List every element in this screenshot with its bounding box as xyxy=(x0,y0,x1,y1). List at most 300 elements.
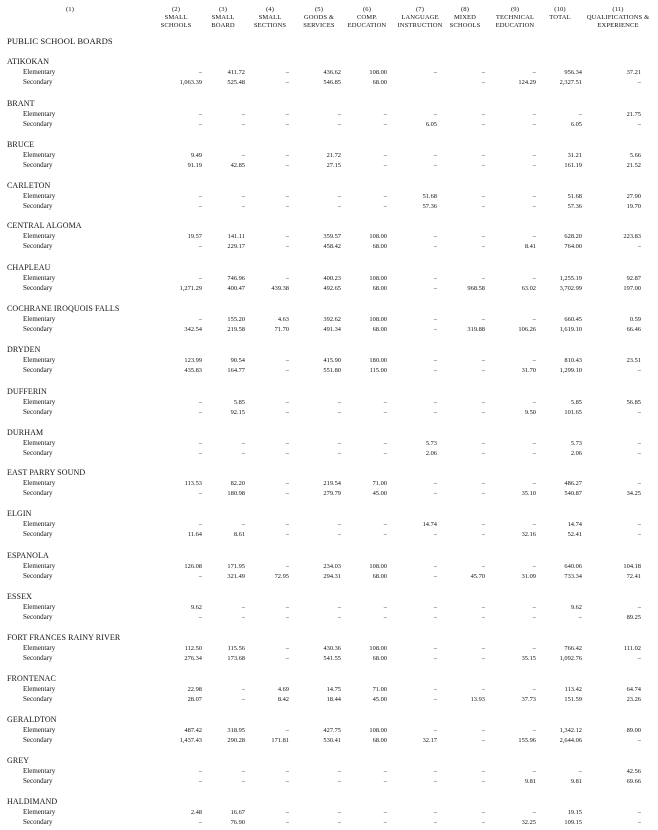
table-cell: 766.42 xyxy=(564,645,582,652)
table-cell: 68.00 xyxy=(372,285,387,292)
table-cell: – xyxy=(481,357,485,364)
table-cell: 72.41 xyxy=(626,573,641,580)
row-label: Elementary xyxy=(23,151,56,159)
table-cell: 5.73 xyxy=(570,440,582,447)
table-cell: – xyxy=(383,193,387,200)
table-cell: 487.42 xyxy=(184,727,202,734)
table-cell: – xyxy=(637,409,641,416)
table-cell: – xyxy=(198,69,202,76)
table-cell: 180.98 xyxy=(227,490,245,497)
table-cell: 108.00 xyxy=(369,645,387,652)
table-cell: – xyxy=(285,203,289,210)
table-cell: – xyxy=(383,778,387,785)
table-cell: – xyxy=(637,737,641,744)
table-cell: – xyxy=(285,563,289,570)
table-cell: 164.77 xyxy=(227,367,245,374)
table-cell: 82.20 xyxy=(230,480,245,487)
table-cell: – xyxy=(532,521,536,528)
table-cell: – xyxy=(532,357,536,364)
row-label: Elementary xyxy=(23,520,56,528)
table-cell: – xyxy=(241,203,245,210)
table-cell: – xyxy=(433,69,437,76)
table-cell: – xyxy=(383,399,387,406)
column-header xyxy=(156,6,196,30)
table-cell: 733.34 xyxy=(564,573,582,580)
table-cell: 400.23 xyxy=(323,275,341,282)
table-cell: 8.61 xyxy=(233,531,245,538)
table-cell: 21.52 xyxy=(626,162,641,169)
table-cell: – xyxy=(383,604,387,611)
column-number: (9) xyxy=(511,6,519,13)
row-label: Secondary xyxy=(23,120,53,128)
table-cell: – xyxy=(578,111,582,118)
table-cell: – xyxy=(433,490,437,497)
table-cell: 90.54 xyxy=(230,357,245,364)
table-cell: – xyxy=(241,152,245,159)
table-cell: – xyxy=(637,121,641,128)
table-cell: 9.62 xyxy=(570,604,582,611)
table-cell: – xyxy=(285,450,289,457)
table-cell: 66.46 xyxy=(626,326,641,333)
row-label: Secondary xyxy=(23,818,53,826)
table-cell: 113.53 xyxy=(184,480,202,487)
row-label: Secondary xyxy=(23,408,53,416)
table-cell: 180.00 xyxy=(369,357,387,364)
column-number: (4) xyxy=(266,6,274,13)
table-cell: – xyxy=(337,111,341,118)
table-cell: 0.59 xyxy=(629,316,641,323)
table-cell: 660.45 xyxy=(564,316,582,323)
table-cell: 19.15 xyxy=(567,809,582,816)
table-cell: 57.36 xyxy=(567,203,582,210)
table-cell: 546.85 xyxy=(323,79,341,86)
table-cell: – xyxy=(532,727,536,734)
table-cell: 112.50 xyxy=(184,645,202,652)
table-cell: – xyxy=(433,316,437,323)
table-cell: 89.25 xyxy=(626,614,641,621)
table-cell: – xyxy=(532,809,536,816)
row-label: Secondary xyxy=(23,489,53,497)
table-cell: 27.90 xyxy=(626,193,641,200)
table-cell: – xyxy=(637,79,641,86)
row-label: Elementary xyxy=(23,603,56,611)
table-cell: – xyxy=(337,768,341,775)
table-cell: 72.95 xyxy=(274,573,289,580)
table-cell: – xyxy=(532,399,536,406)
board-name: DURHAM xyxy=(7,428,44,437)
table-cell: – xyxy=(285,440,289,447)
table-cell: 14.74 xyxy=(567,521,582,528)
row-label: Elementary xyxy=(23,439,56,447)
table-cell: – xyxy=(532,69,536,76)
table-cell: – xyxy=(433,696,437,703)
table-cell: – xyxy=(481,737,485,744)
table-cell: 35.10 xyxy=(521,490,536,497)
table-cell: – xyxy=(285,778,289,785)
table-cell: – xyxy=(532,203,536,210)
board-name: ESSEX xyxy=(7,592,32,601)
column-number: (3) xyxy=(219,6,227,13)
column-number: (1) xyxy=(66,6,74,13)
row-label: Elementary xyxy=(23,232,56,240)
row-label: Elementary xyxy=(23,808,56,816)
table-cell: – xyxy=(285,121,289,128)
table-cell: – xyxy=(532,645,536,652)
table-cell: 23.26 xyxy=(626,696,641,703)
table-cell: 45.00 xyxy=(372,696,387,703)
table-cell: – xyxy=(337,203,341,210)
table-cell: – xyxy=(481,450,485,457)
table-cell: 290.28 xyxy=(227,737,245,744)
table-cell: – xyxy=(285,819,289,826)
table-cell: – xyxy=(481,778,485,785)
table-cell: – xyxy=(433,768,437,775)
table-cell: 161.19 xyxy=(564,162,582,169)
table-cell: – xyxy=(481,79,485,86)
table-cell: – xyxy=(198,521,202,528)
table-cell: – xyxy=(285,367,289,374)
board-name: CARLETON xyxy=(7,181,51,190)
column-header xyxy=(341,6,393,30)
table-cell: – xyxy=(481,409,485,416)
table-cell: 19.57 xyxy=(187,233,202,240)
table-cell: 91.19 xyxy=(187,162,202,169)
board-name: BRANT xyxy=(7,99,35,108)
table-cell: 197.00 xyxy=(623,285,641,292)
column-header xyxy=(50,6,90,14)
table-cell: 13.93 xyxy=(470,696,485,703)
board-name: EAST PARRY SOUND xyxy=(7,468,86,477)
table-cell: 31.70 xyxy=(521,367,536,374)
table-cell: – xyxy=(481,152,485,159)
row-label: Elementary xyxy=(23,685,56,693)
column-label: COMP. EDUCATION xyxy=(347,14,387,29)
table-cell: 51.68 xyxy=(422,193,437,200)
table-cell: – xyxy=(433,778,437,785)
row-label: Secondary xyxy=(23,161,53,169)
table-cell: – xyxy=(337,778,341,785)
column-header xyxy=(296,6,342,30)
table-cell: 551.80 xyxy=(323,367,341,374)
table-cell: – xyxy=(285,79,289,86)
table-cell: 155.96 xyxy=(518,737,536,744)
table-cell: – xyxy=(481,531,485,538)
table-cell: – xyxy=(241,696,245,703)
table-cell: 439.38 xyxy=(271,285,289,292)
table-cell: 68.00 xyxy=(372,79,387,86)
table-cell: – xyxy=(241,440,245,447)
table-cell: – xyxy=(285,768,289,775)
row-label: Elementary xyxy=(23,767,56,775)
table-cell: – xyxy=(285,614,289,621)
table-cell: – xyxy=(532,480,536,487)
table-cell: – xyxy=(481,604,485,611)
table-cell: 1,342.12 xyxy=(559,727,582,734)
table-cell: 68.00 xyxy=(372,737,387,744)
table-cell: – xyxy=(433,563,437,570)
table-cell: 104.18 xyxy=(623,563,641,570)
column-label: MIXED SCHOOLS xyxy=(449,14,481,29)
column-number: (10) xyxy=(554,6,566,13)
table-cell: 32.16 xyxy=(521,531,536,538)
row-label: Elementary xyxy=(23,644,56,652)
table-cell: – xyxy=(337,614,341,621)
table-cell: – xyxy=(481,367,485,374)
row-label: Secondary xyxy=(23,530,53,538)
table-cell: – xyxy=(481,655,485,662)
table-cell: 294.31 xyxy=(323,573,341,580)
table-cell: – xyxy=(481,809,485,816)
table-cell: – xyxy=(481,645,485,652)
column-label: GOODS & SERVICES xyxy=(303,14,335,29)
row-label: Secondary xyxy=(23,736,53,744)
column-number: (8) xyxy=(461,6,469,13)
row-label: Secondary xyxy=(23,613,53,621)
table-cell: – xyxy=(637,809,641,816)
table-cell: – xyxy=(433,162,437,169)
row-label: Secondary xyxy=(23,284,53,292)
table-cell: – xyxy=(433,367,437,374)
table-cell: 34.25 xyxy=(626,490,641,497)
table-cell: 5.73 xyxy=(425,440,437,447)
table-cell: – xyxy=(637,819,641,826)
table-cell: – xyxy=(481,614,485,621)
table-cell: 279.79 xyxy=(323,490,341,497)
column-header xyxy=(540,6,580,22)
table-cell: 436.62 xyxy=(323,69,341,76)
table-cell: – xyxy=(433,275,437,282)
table-cell: – xyxy=(198,819,202,826)
table-cell: – xyxy=(241,111,245,118)
table-title: PUBLIC SCHOOL BOARDS xyxy=(7,36,113,46)
table-cell: – xyxy=(433,326,437,333)
table-cell: 458.42 xyxy=(323,243,341,250)
table-cell: 1,255.19 xyxy=(559,275,582,282)
table-cell: – xyxy=(433,686,437,693)
table-cell: 1,092.76 xyxy=(559,655,582,662)
table-cell: – xyxy=(198,275,202,282)
table-cell: 109.15 xyxy=(564,819,582,826)
table-cell: 219.58 xyxy=(227,326,245,333)
table-cell: 51.68 xyxy=(567,193,582,200)
table-cell: – xyxy=(383,450,387,457)
table-cell: 71.00 xyxy=(372,686,387,693)
table-cell: 359.57 xyxy=(323,233,341,240)
table-cell: 32.25 xyxy=(521,819,536,826)
table-cell: – xyxy=(198,243,202,250)
table-cell: – xyxy=(241,604,245,611)
table-cell: 319.88 xyxy=(467,326,485,333)
table-cell: – xyxy=(285,604,289,611)
table-cell: – xyxy=(532,768,536,775)
table-cell: – xyxy=(383,121,387,128)
table-cell: – xyxy=(241,193,245,200)
table-cell: 427.75 xyxy=(323,727,341,734)
table-cell: – xyxy=(532,686,536,693)
table-cell: – xyxy=(337,193,341,200)
table-cell: – xyxy=(285,69,289,76)
table-cell: 392.62 xyxy=(323,316,341,323)
table-cell: – xyxy=(433,604,437,611)
board-name: ELGIN xyxy=(7,509,32,518)
table-cell: 14.74 xyxy=(422,521,437,528)
table-cell: 430.36 xyxy=(323,645,341,652)
table-cell: – xyxy=(198,450,202,457)
column-label: TOTAL xyxy=(549,14,571,21)
table-cell: – xyxy=(532,233,536,240)
row-label: Elementary xyxy=(23,479,56,487)
table-cell: 89.00 xyxy=(626,727,641,734)
table-cell: – xyxy=(337,121,341,128)
table-cell: 486.27 xyxy=(564,480,582,487)
table-cell: 23.51 xyxy=(626,357,641,364)
table-cell: 5.85 xyxy=(233,399,245,406)
board-name: FORT FRANCES RAINY RIVER xyxy=(7,633,121,642)
table-cell: – xyxy=(481,768,485,775)
table-cell: – xyxy=(532,604,536,611)
table-cell: 171.95 xyxy=(227,563,245,570)
board-name: DRYDEN xyxy=(7,345,41,354)
table-cell: – xyxy=(532,111,536,118)
table-cell: 16.67 xyxy=(230,809,245,816)
table-cell: 223.83 xyxy=(623,233,641,240)
table-cell: 9.62 xyxy=(190,604,202,611)
board-name: CENTRAL ALGOMA xyxy=(7,221,82,230)
table-cell: – xyxy=(481,480,485,487)
table-cell: – xyxy=(433,614,437,621)
column-label: QUALIFICATIONS & EXPERIENCE xyxy=(586,14,650,29)
row-label: Secondary xyxy=(23,572,53,580)
table-cell: 219.54 xyxy=(323,480,341,487)
column-label: SMALL SCHOOLS xyxy=(160,14,192,29)
board-name: FRONTENAC xyxy=(7,674,56,683)
table-cell: 1,271.29 xyxy=(179,285,202,292)
table-cell: 22.98 xyxy=(187,686,202,693)
table-cell: – xyxy=(433,152,437,159)
table-cell: – xyxy=(241,686,245,693)
table-cell: – xyxy=(337,521,341,528)
table-cell: 45.70 xyxy=(470,573,485,580)
table-cell: 101.65 xyxy=(564,409,582,416)
table-cell: 21.75 xyxy=(626,111,641,118)
table-cell: – xyxy=(433,285,437,292)
table-cell: – xyxy=(532,614,536,621)
row-label: Elementary xyxy=(23,726,56,734)
table-cell: – xyxy=(481,111,485,118)
table-cell: – xyxy=(285,243,289,250)
table-cell: 64.74 xyxy=(626,686,641,693)
table-cell: – xyxy=(532,162,536,169)
table-cell: 18.44 xyxy=(326,696,341,703)
table-cell: – xyxy=(433,409,437,416)
table-cell: 229.17 xyxy=(227,243,245,250)
table-cell: – xyxy=(337,399,341,406)
table-cell: – xyxy=(433,243,437,250)
row-label: Secondary xyxy=(23,242,53,250)
table-cell: 115.56 xyxy=(227,645,245,652)
column-label: SMALL SECTIONS xyxy=(253,14,287,29)
table-cell: – xyxy=(637,604,641,611)
table-cell: – xyxy=(285,111,289,118)
row-label: Elementary xyxy=(23,110,56,118)
table-cell: – xyxy=(383,111,387,118)
table-cell: – xyxy=(433,573,437,580)
table-cell: – xyxy=(481,243,485,250)
table-cell: 31.21 xyxy=(567,152,582,159)
table-cell: – xyxy=(481,203,485,210)
table-cell: 5.66 xyxy=(629,152,641,159)
table-cell: 32.17 xyxy=(422,737,437,744)
table-cell: – xyxy=(637,480,641,487)
row-label: Elementary xyxy=(23,192,56,200)
table-cell: – xyxy=(433,233,437,240)
table-cell: 35.15 xyxy=(521,655,536,662)
table-cell: 69.66 xyxy=(626,778,641,785)
table-cell: – xyxy=(532,563,536,570)
table-cell: 415.90 xyxy=(323,357,341,364)
table-cell: 71.00 xyxy=(372,480,387,487)
table-cell: – xyxy=(198,193,202,200)
row-label: Secondary xyxy=(23,78,53,86)
table-cell: 111.02 xyxy=(623,645,641,652)
column-header xyxy=(249,6,291,30)
table-cell: – xyxy=(337,440,341,447)
table-cell: – xyxy=(433,655,437,662)
table-cell: 8.41 xyxy=(524,243,536,250)
table-cell: 8.42 xyxy=(277,696,289,703)
table-cell: – xyxy=(481,440,485,447)
table-cell: – xyxy=(637,531,641,538)
board-name: GERALDTON xyxy=(7,715,57,724)
table-cell: 21.72 xyxy=(326,152,341,159)
table-cell: – xyxy=(481,275,485,282)
table-cell: – xyxy=(433,399,437,406)
table-cell: 52.41 xyxy=(567,531,582,538)
table-cell: 1,619.10 xyxy=(559,326,582,333)
table-cell: 956.34 xyxy=(564,69,582,76)
table-cell: 71.70 xyxy=(274,326,289,333)
table-cell: 108.00 xyxy=(369,727,387,734)
table-cell: 5.85 xyxy=(570,399,582,406)
table-cell: 155.20 xyxy=(227,316,245,323)
row-label: Elementary xyxy=(23,562,56,570)
table-cell: 173.68 xyxy=(227,655,245,662)
table-cell: – xyxy=(383,819,387,826)
table-cell: 92.87 xyxy=(626,275,641,282)
column-header xyxy=(202,6,244,30)
table-cell: – xyxy=(241,768,245,775)
row-label: Elementary xyxy=(23,68,56,76)
table-cell: – xyxy=(241,778,245,785)
table-cell: – xyxy=(285,531,289,538)
table-cell: 108.00 xyxy=(369,316,387,323)
table-cell: – xyxy=(285,727,289,734)
table-cell: – xyxy=(383,162,387,169)
table-cell: 76.90 xyxy=(230,819,245,826)
column-number: (7) xyxy=(416,6,424,13)
row-label: Elementary xyxy=(23,315,56,323)
table-cell: 68.00 xyxy=(372,573,387,580)
table-cell: – xyxy=(637,243,641,250)
table-cell: 27.15 xyxy=(326,162,341,169)
table-cell: – xyxy=(198,121,202,128)
column-header xyxy=(583,6,653,30)
table-cell: 2.06 xyxy=(425,450,437,457)
table-cell: – xyxy=(198,490,202,497)
table-cell: 171.81 xyxy=(271,737,289,744)
table-cell: 491.34 xyxy=(323,326,341,333)
board-name: BRUCE xyxy=(7,140,35,149)
